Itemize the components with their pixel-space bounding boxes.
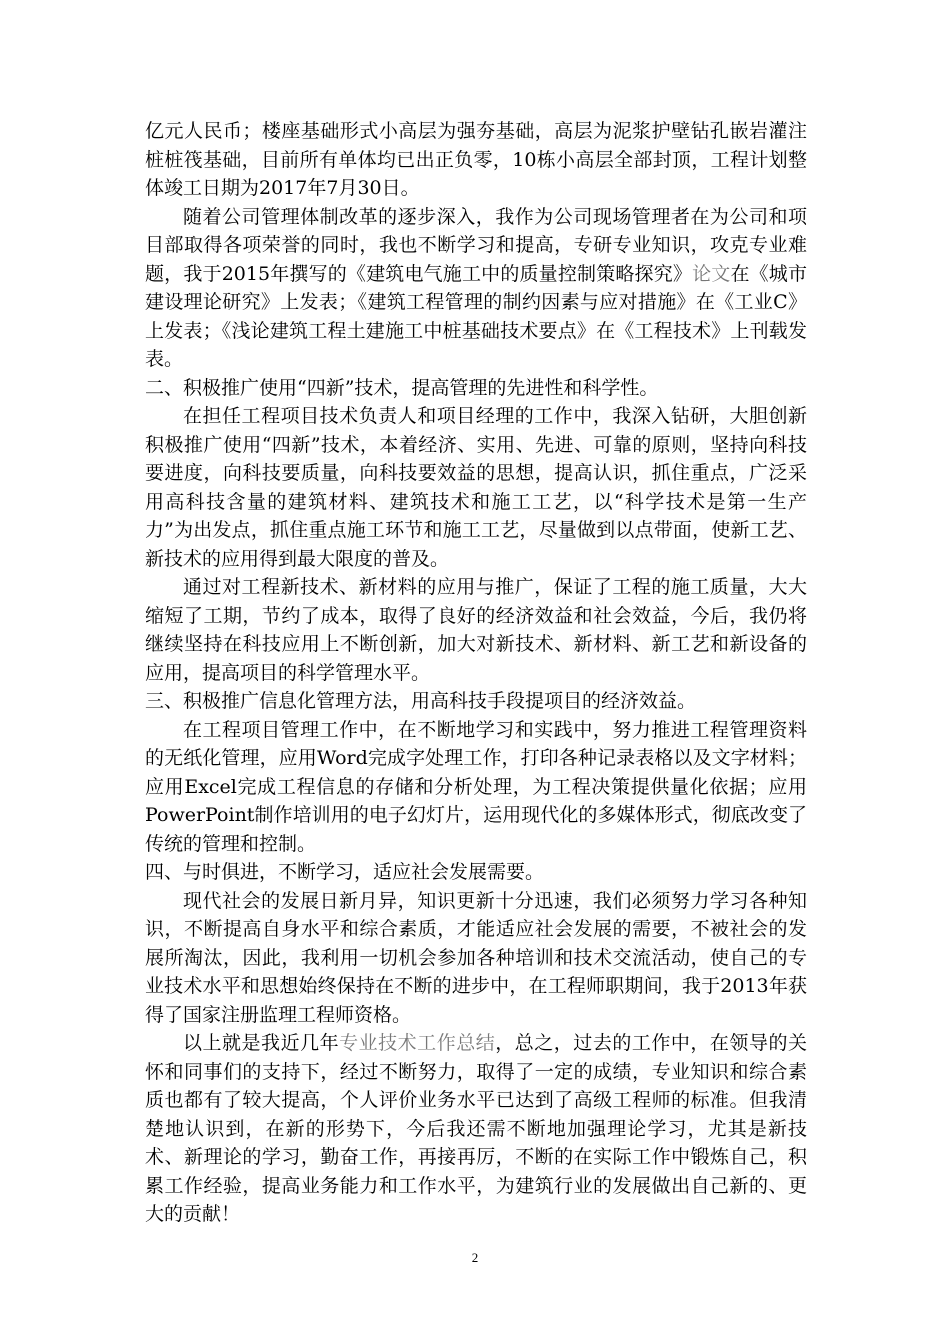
publications-text-before: 随着公司管理体制改革的逐步深入，我作为公司现场管理者在为公司和项目部取得各项荣誉的同时，我也不断学习和提高，专研专业知识，攻克专业难题，我于2015年撰写的《建筑电气施工中的质量控制策略探究》 [145,205,807,285]
page-number: 2 [471,1250,479,1265]
conclusion-text-before: 以上就是我近几年 [183,1032,340,1054]
section-heading-4: 四、与时俱进，不断学习，适应社会发展需要。 [145,861,545,883]
section-heading-2: 二、积极推广使用“四新”技术，提高管理的先进性和科学性。 [145,376,659,399]
link-work-summary[interactable]: 专业技术工作总结 [339,1032,496,1054]
paragraph-conclusion [145,1029,807,1229]
paragraph-project-overview-continued: 亿元人民币；楼座基础形式小高层为强夯基础，高层为泥浆护壁钻孔嵌岩灌注桩桩筏基础，目前所有单体均已出正负零，10栋小高层全部封顶，工程计划整体竣工日期为2017年7月30日。 [145,120,807,199]
paragraph-tech-results: 通过对工程新技术、新材料的应用与推广，保证了工程的施工质量，大大缩短了工期，节约了成本，取得了良好的经济效益和社会效益，今后，我仍将继续坚持在科技应用上不断创新，加大对新技术、新材料、新工艺和新设备的应用，提高项目的科学管理水平。 [145,576,807,684]
paragraph-informatization: 在工程项目管理工作中，在不断地学习和实践中，努力推进工程管理资料的无纸化管理，应用Word完成字处理工作，打印各种记录表格以及文字材料；应用Excel完成工程信息的存储和分析处理，为工程决策提供量化依据；应用PowerPoint制作培训用的电子幻灯片，运用现代化的多媒体形式，彻底改变了传统的管理和控制。 [145,718,807,855]
paragraph-publications [145,203,807,374]
publications-text-after: 在《城市建设理论研究》上发表；《建筑工程管理的制约因素与应对措施》在《工业C》上发表；《浅论建筑工程土建施工中桩基础技术要点》在《工程技术》上刊载发表。 [145,262,807,370]
conclusion-text-after: ，总之，过去的工作中，在领导的关怀和同事们的支持下，经过不断努力，取得了一定的成绩，专业知识和综合素质也都有了较大提高，个人评价业务水平已达到了高级工程师的标准。但我清楚地认识到，在新的形势下，今后我还需不断地加强理论学习，尤其是新技术、新理论的学习，勤奋工作，再接再厉，不断的在实际工作中锻炼自己，积累工作经验，提高业务能力和工作水平，为建筑行业的发展做出自己新的、更大的贡献！ [145,1032,807,1225]
link-paper[interactable]: 论文 [692,262,731,285]
paragraph-four-new-tech: 在担任工程项目技术负责人和项目经理的工作中，我深入钻研，大胆创新积极推广使用“四新”技术，本着经济、实用、先进、可靠的原则，坚持向科技要进度，向科技要质量，向科技要效益的思想，提高认识，抓住重点，广泛采用高科技含量的建筑材料、建筑技术和施工工艺，以“科学技术是第一生产力”为出发点，抓住重点施工环节和施工工艺，尽量做到以点带面，使新工艺、新技术的应用得到最大限度的普及。 [145,405,807,570]
body-text [145,117,807,1229]
section-heading-3: 三、积极推广信息化管理方法，用高科技手段提项目的经济效益。 [145,690,697,712]
paragraph-continuous-learning: 现代社会的发展日新月异，知识更新十分迅速，我们必须努力学习各种知识，不断提高自身水平和综合素质，才能适应社会发展的需要，不被社会的发展所淘汰，因此，我利用一切机会参加各种培训和技术交流活动，使自己的专业技术水平和思想始终保持在不断的进步中，在工程师职期间，我于2013年获得了国家注册监理工程师资格。 [145,889,807,1026]
